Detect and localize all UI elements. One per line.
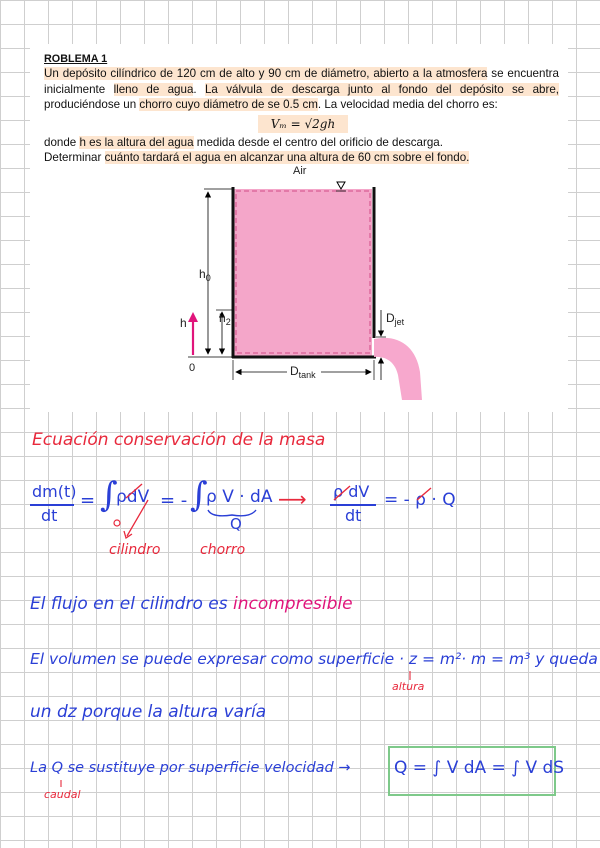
h0-main: h xyxy=(199,267,206,281)
eq1-eq2: = - xyxy=(160,490,188,511)
h2-sub: 2 xyxy=(225,317,231,327)
h-label: h xyxy=(180,316,187,330)
dtank-main: D xyxy=(290,364,299,378)
cylinder-origin-mark xyxy=(114,520,120,526)
velocity-formula: Vₘ = √2gh xyxy=(258,115,348,133)
h0-sub: 0 xyxy=(205,273,211,283)
text-segment: donde xyxy=(44,136,80,149)
line-flujo xyxy=(30,596,353,613)
eq1-int2: ρ V · dA xyxy=(206,487,273,507)
text-segment: medida desde el centro del orificio de descarga. xyxy=(193,136,443,149)
line-volumen: El volumen se puede expresar como superficie · z = m²· m = m³ y queda xyxy=(30,650,598,668)
eq1-int1: ρdV xyxy=(116,487,150,507)
altura-note: altura xyxy=(392,680,425,693)
hl-valvula: La válvula de descarga junto al fondo del depósito se abre, xyxy=(204,82,559,96)
air-label: Air xyxy=(293,165,307,177)
eq1-rho-den: dt xyxy=(345,506,362,525)
hl-deposito: Un depósito cilíndrico de 120 cm de alto y 90 cm de diámetro, abierto a la atmosfera xyxy=(44,67,488,80)
line-dz: un dz porque la altura varía xyxy=(30,702,267,722)
text-segment: Determinar xyxy=(44,151,105,164)
text-segment: se encuentra inicialmente xyxy=(44,67,559,96)
hl-chorro: chorro cuyo diámetro de se 0.5 cm xyxy=(139,98,318,112)
eq1-chorro: chorro xyxy=(200,542,246,558)
caudal-note: caudal xyxy=(44,788,81,801)
text-segment: . xyxy=(193,82,205,96)
hl-h: h es la altura del agua xyxy=(79,136,194,149)
hl-question: cuánto tardará el agua en alcanzar una altura de 60 cm sobre el fondo. xyxy=(104,151,470,164)
boxed-equation: Q = ∫ V dA = ∫ V dS xyxy=(394,758,565,778)
flujo-incompresible: incompresible xyxy=(232,594,353,614)
water-body xyxy=(234,189,372,356)
h0-label xyxy=(199,267,211,283)
zero-label: 0 xyxy=(189,362,196,374)
eq1-rho-num: ρ dV xyxy=(333,482,370,501)
eq1-int-sign-1: ∫ xyxy=(100,475,118,515)
dtank-sub: tank xyxy=(298,370,316,380)
djet-sub: jet xyxy=(394,317,405,327)
eq1-arrow: ⟶ xyxy=(278,487,307,511)
text-segment: produciéndose un xyxy=(44,98,140,112)
eq1-rhs: = - ρ · Q xyxy=(384,490,456,510)
h-arrow-head xyxy=(188,312,198,322)
line-q: La Q se sustituye por superficie velocidad → xyxy=(30,760,351,776)
notes-heading: Ecuación conservación de la masa xyxy=(32,430,326,450)
tank-diagram xyxy=(0,0,600,420)
flujo-text: El flujo en el cilindro es xyxy=(30,594,233,614)
eq1-eq1: = xyxy=(80,490,96,511)
eq1-lhs-num: dm(t) xyxy=(32,482,77,501)
free-surface-symbol xyxy=(337,182,345,189)
arrow-to-cilindro-head xyxy=(124,531,132,538)
eq1-q: Q xyxy=(230,515,242,533)
h2-main: h xyxy=(219,311,226,325)
text-segment: . La velocidad media del chorro es: xyxy=(317,98,498,112)
h2-label xyxy=(219,311,231,327)
problem-title: ROBLEMA 1 xyxy=(44,53,108,65)
djet-main: D xyxy=(386,311,395,325)
eq1-int-sign-2: ∫ xyxy=(190,475,208,515)
djet-label xyxy=(386,311,405,327)
eq1-cilindro: cilindro xyxy=(109,542,161,558)
eq1-lhs-den: dt xyxy=(41,506,58,525)
hl-lleno: lleno de agua xyxy=(113,82,194,96)
